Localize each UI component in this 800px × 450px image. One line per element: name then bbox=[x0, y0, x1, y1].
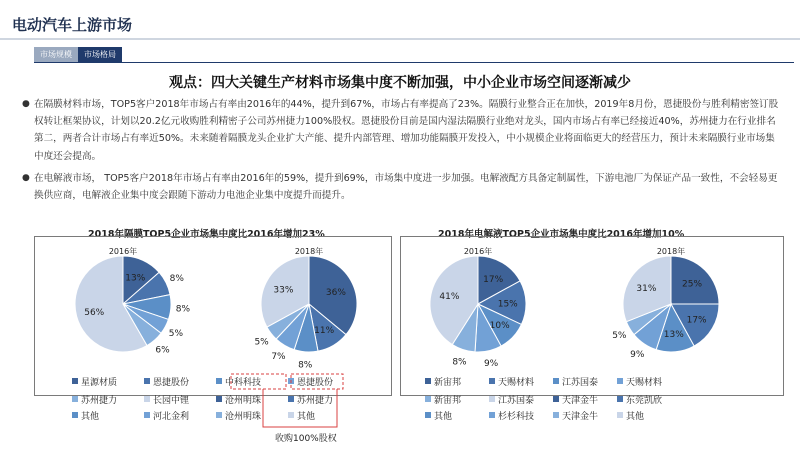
legend-swatch bbox=[617, 396, 623, 402]
legend-swatch bbox=[553, 378, 559, 384]
legend-label: 苏州捷力 bbox=[297, 396, 334, 406]
pie-data-label: 5% bbox=[254, 337, 269, 348]
legend-label: 恩捷股份 bbox=[153, 378, 190, 388]
legend-label: 苏州捷力 bbox=[81, 396, 118, 406]
legend-swatch bbox=[288, 396, 294, 402]
acquisition-annotation: 收购100%股权 bbox=[275, 434, 337, 444]
legend-swatch bbox=[425, 378, 431, 384]
legend-label: 东莞凯欣 bbox=[626, 396, 663, 406]
tab-market-structure[interactable]: 市场格局 bbox=[78, 47, 122, 62]
legend-swatch bbox=[144, 412, 150, 418]
pie-data-label: 25% bbox=[682, 279, 703, 290]
pie-data-label: 5% bbox=[612, 331, 627, 342]
pie-data-label: 17% bbox=[483, 274, 504, 285]
chart-title-electrolyte: 2018年电解液TOP5企业市场集中度比2016年增加10% bbox=[438, 229, 685, 240]
legend-swatch bbox=[216, 378, 222, 384]
legend-label: 河北金利 bbox=[153, 412, 190, 422]
legend-swatch bbox=[144, 396, 150, 402]
legend-swatch bbox=[489, 396, 495, 402]
legend-label: 沧州明珠 bbox=[225, 396, 262, 406]
pie-data-label: 10% bbox=[489, 320, 510, 331]
legend-label: 新宙邦 bbox=[434, 396, 462, 406]
legend-label: 江苏国泰 bbox=[498, 396, 535, 406]
legend-label: 江苏国泰 bbox=[562, 378, 599, 388]
legend-label: 天津金牛 bbox=[562, 412, 599, 422]
pie-data-label: 17% bbox=[686, 315, 707, 326]
pie-data-label: 13% bbox=[125, 273, 146, 284]
bullet-dot-icon: ● bbox=[22, 172, 30, 183]
headline: 观点：四大关键生产材料市场集中度不断加强，中小企业市场空间逐渐减少 bbox=[169, 75, 631, 91]
legend-label: 其他 bbox=[434, 412, 453, 422]
pie-year-label: 2016年 bbox=[463, 247, 493, 256]
legend-label: 杉杉科技 bbox=[498, 412, 535, 422]
legend-label: 其他 bbox=[81, 412, 100, 422]
page-title: 电动汽车上游市场 bbox=[12, 16, 133, 34]
legend-swatch bbox=[216, 412, 222, 418]
bullet-text: 在电解液市场， TOP5客户2018年市场占有率由2016年的59%，提升到69%，市场集中度进一步加强。电解液配方具备定制属性，下游电池厂为保证产品一致性，不会轻易更换供应商，电解液企业集中度会跟随下游动力电池企业集中度提升而提升。 bbox=[34, 172, 778, 202]
legend-swatch bbox=[489, 378, 495, 384]
pie-data-label: 7% bbox=[271, 352, 286, 363]
legend-swatch bbox=[553, 412, 559, 418]
pie-year-label: 2016年 bbox=[108, 247, 138, 256]
pie-data-label: 15% bbox=[497, 299, 518, 310]
pie-data-label: 11% bbox=[314, 326, 335, 337]
legend-label: 天津金牛 bbox=[562, 396, 599, 406]
legend-swatch bbox=[617, 412, 623, 418]
pie-year-label: 2018年 bbox=[294, 247, 324, 256]
pie-data-label: 56% bbox=[84, 308, 105, 319]
legend-label: 沧州明珠 bbox=[225, 412, 262, 422]
pie-year-label: 2018年 bbox=[656, 247, 686, 256]
legend-label: 新宙邦 bbox=[434, 378, 462, 388]
legend-label: 天赐材料 bbox=[626, 378, 663, 388]
legend-swatch bbox=[216, 396, 222, 402]
legend-swatch bbox=[72, 412, 78, 418]
legend-swatch bbox=[144, 378, 150, 384]
pie-data-label: 9% bbox=[483, 359, 499, 370]
pie-data-label: 33% bbox=[273, 285, 294, 296]
legend-label: 星源材质 bbox=[81, 378, 118, 388]
pie-data-label: 41% bbox=[439, 292, 460, 303]
pie-data-label: 13% bbox=[663, 330, 684, 341]
legend-swatch bbox=[425, 396, 431, 402]
legend-swatch bbox=[72, 396, 78, 402]
pie-data-label: 9% bbox=[630, 350, 645, 361]
legend-swatch bbox=[288, 412, 294, 418]
legend-swatch bbox=[425, 412, 431, 418]
legend-label: 天赐材料 bbox=[498, 378, 535, 388]
tab-market-size[interactable]: 市场规模 bbox=[34, 47, 78, 62]
legend-swatch bbox=[553, 396, 559, 402]
pie-data-label: 8% bbox=[169, 273, 184, 284]
legend-swatch bbox=[72, 378, 78, 384]
legend-label: 恩捷股份 bbox=[297, 378, 334, 388]
bullet-text: 在隔膜材料市场，TOP5客户2018年市场占有率由2016年的44%，提升到67%，市场占有率提高了23%。隔膜行业整合正在加快，2019年8月份，恩捷股份与胜利精密签订股权转让框架协议，计划以20.2亿元收购胜利精密子公司苏州捷力100%股权。恩捷股份目前是国内湿法隔膜行业绝对龙头，国内市场占有率已经接近40%，苏州捷力在行业排名第二，两者合计市场占有率近50%。未来随着隔膜龙头企业扩大产能、提升内部管理、增加功能隔膜开发投入，中小规模企业将面临更大的经营压力，预计未来隔膜行业市场集中度还会提高。 bbox=[34, 99, 779, 162]
bullet-dot-icon: ● bbox=[22, 99, 30, 109]
pie-data-label: 5% bbox=[168, 328, 184, 339]
chart-title-separator: 2018年隔膜TOP5企业市场集中度比2016年增加23% bbox=[88, 229, 325, 240]
pie-data-label: 8% bbox=[452, 357, 467, 368]
legend-swatch bbox=[617, 378, 623, 384]
pie-data-label: 6% bbox=[155, 345, 170, 356]
legend-label: 其他 bbox=[297, 412, 316, 422]
pie-data-label: 36% bbox=[325, 287, 346, 298]
legend-label: 长园中锂 bbox=[153, 396, 190, 406]
pie-data-label: 8% bbox=[298, 360, 313, 371]
pie-data-label: 31% bbox=[636, 283, 657, 294]
legend-label: 其他 bbox=[626, 412, 645, 422]
legend-label: 中科科技 bbox=[225, 378, 262, 388]
pie-data-label: 8% bbox=[175, 304, 191, 315]
legend-swatch bbox=[489, 412, 495, 418]
